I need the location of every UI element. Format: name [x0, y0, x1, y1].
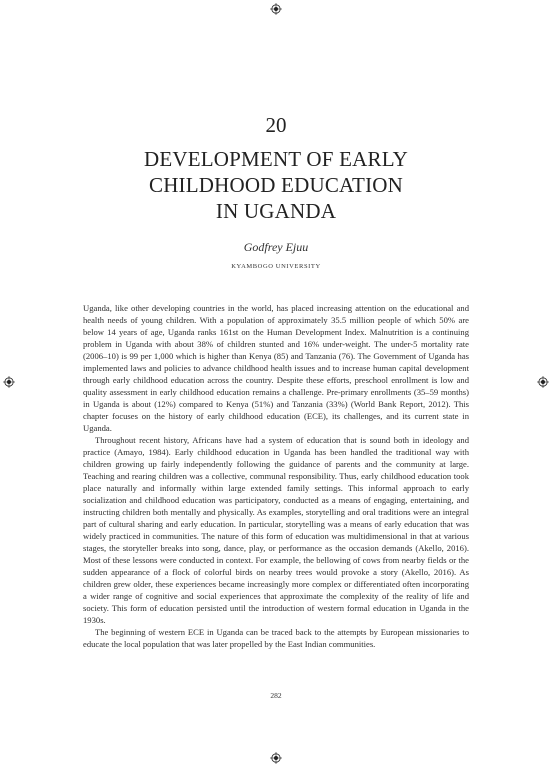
- body-paragraph: Uganda, like other developing countries in the world, has placed increasing attention on the educational and health needs of young children. With a population of approximately 35.5 million people of which 50% are below 14 years of age, Uganda ranks 161st on the Human Development Index. Malnutrition is a continuing problem in Uganda with about 38% of children stunted and 16% under-weight. The under-5 mortality rate (2006–10) is 99 per 1,000 which is higher than Kenya (85) and Tanzania (76). The Government of Uganda has implemented laws and policies to advance childhood health issues and to increase human capital development through early childhood education across the country. Despite these efforts, preschool enrollment is low and quality assessment in early childhood education remains a challenge. Pre-primary enrollments (35–59 months) in Uganda is about (12%) compared to Kenya (51%) and Tanzania (33%) (World Bank Report, 2012). This chapter focuses on the history of early childhood education (ECE), its challenges, and its current state in Uganda.: [83, 303, 469, 433]
- chapter-body: [83, 302, 469, 650]
- registration-mark-right-icon: [537, 376, 549, 388]
- page-number: 282: [270, 691, 282, 700]
- registration-mark-bottom-icon: [270, 752, 282, 764]
- chapter-number: 20: [265, 113, 287, 137]
- chapter-title-line: IN UGANDA: [215, 199, 337, 223]
- chapter-title-line: DEVELOPMENT OF EARLY: [143, 147, 408, 171]
- chapter-title: [0, 146, 552, 224]
- author-affiliation: KYAMBOGO UNIVERSITY: [231, 263, 321, 270]
- body-paragraph: Throughout recent history, Africans have had a system of education that is sound both in ideology and practice (Amayo, 1984). Early childhood education in Uganda has been handled the traditional way with children growing up fairly independently following the guidance of parents and the community at large. Teaching and rearing children was a collective, communal responsibility. Thus, early childhood education took place naturally and informally within large extended family settings. This informal approach to early socialization and childhood education was participatory, conducted as a means of engaging, entertaining, and instructing children both mentally and physically. As examples, storytelling and oral traditions were an integral part of cultural sharing and early education. In particular, storytelling was a means of early education that was widely practiced in communities. The nature of this form of education was multidimensional in that at various stages, the storyteller breaks into song, dance, play, or performance as the occasion demands (Akello, 2016). Most of these lessons were conducted in context. For example, the bellowing of cows from nearby fields or the sudden appearance of a flock of colorful birds on nearby trees would provoke a story (Akello, 2016). As children grew older, these experiences became increasingly more complex or differentiated often incorporating a wider range of cognitive and social experiences that approximate the complexity of the reality of life and society. This form of education persisted until the introduction of western formal education in Uganda in the 1930s.: [83, 435, 469, 625]
- body-paragraph: The beginning of western ECE in Uganda can be traced back to the attempts by European missionaries to educate the local population that was later propelled by the East Indian communities.: [83, 627, 469, 649]
- registration-mark-top-icon: [270, 3, 282, 15]
- registration-mark-left-icon: [3, 376, 15, 388]
- chapter-title-line: CHILDHOOD EDUCATION: [148, 173, 404, 197]
- author-name: Godfrey Ejuu: [243, 240, 309, 254]
